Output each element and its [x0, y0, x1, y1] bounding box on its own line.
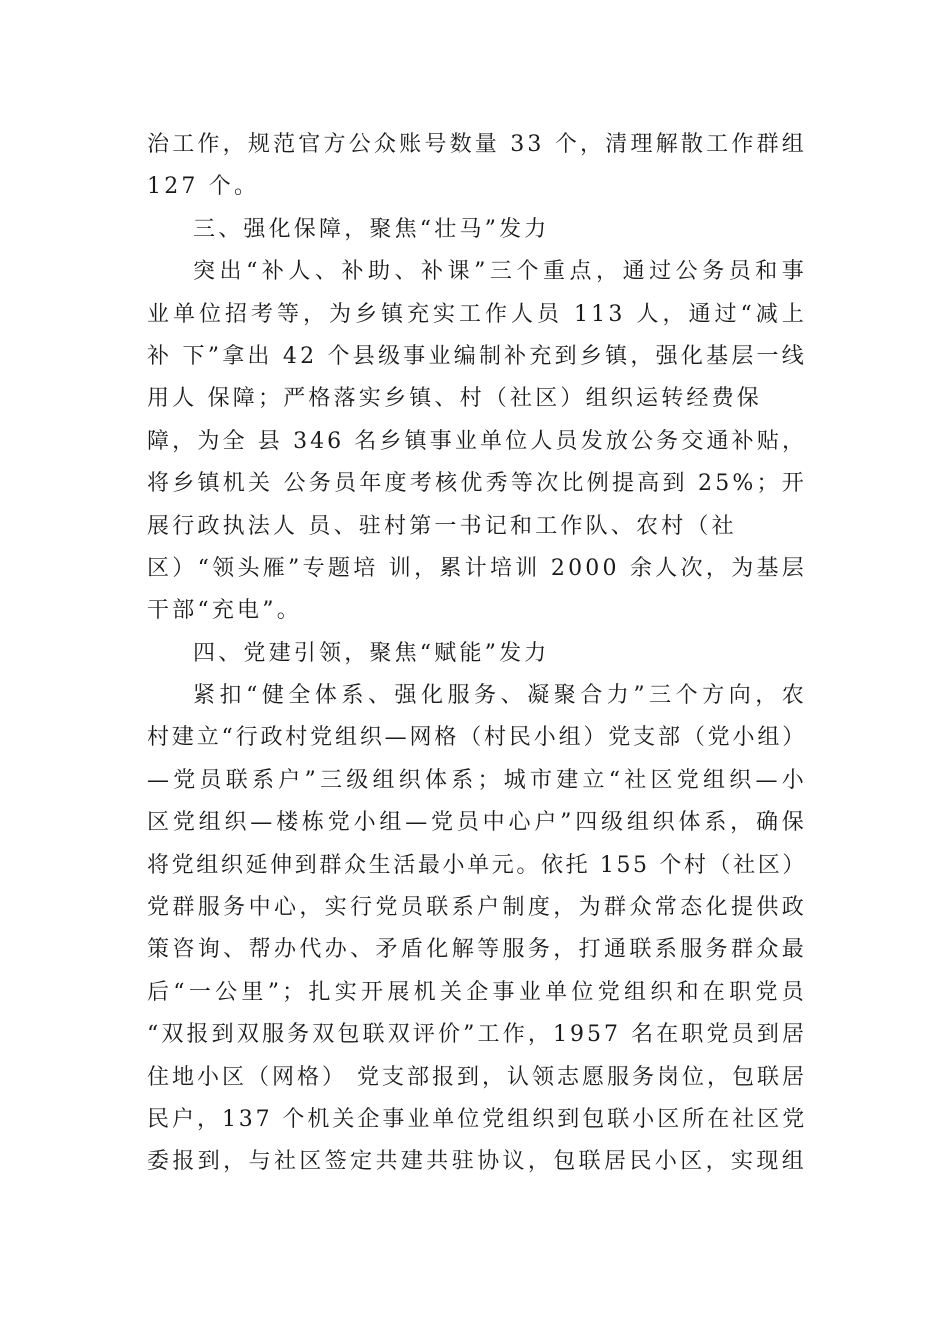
paragraph-line: 127 个。: [147, 174, 260, 200]
paragraph-line: 补 下”拿出 42 个县级事业编制补充到乡镇，强化基层一线: [147, 343, 807, 369]
paragraph-line: 村建立“行政村党组织—网格（村民小组）党支部（党小组）: [147, 725, 807, 751]
paragraph-line: 紧扣“健全体系、强化服务、凝聚合力”三个方向，农: [193, 683, 807, 709]
document-body: [147, 124, 807, 1184]
paragraph-line: 策咨询、帮办代办、矛盾化解等服务，打通联系服务群众最: [147, 937, 807, 963]
paragraph-line: —党员联系户”三级组织体系；城市建立“社区党组织—小: [147, 767, 807, 793]
paragraph-line: 区党组织—楼栋党小组—党员中心户”四级组织体系，确保: [147, 810, 807, 836]
paragraph-line: 将党组织延伸到群众生活最小单元。依托 155 个村（社区）: [147, 852, 807, 878]
paragraph-line: 将乡镇机关 公务员年度考核优秀等次比例提高到 25%；开: [147, 471, 807, 497]
paragraph-line: 干部“充电”。: [147, 598, 302, 624]
paragraph-line: 治工作，规范官方公众账号数量 33 个，清理解散工作群组: [147, 132, 807, 157]
paragraph-line: 民户，137 个机关企事业单位党组织到包联小区所在社区党: [147, 1106, 807, 1132]
section-heading: 四、党建引领，聚焦“赋能”发力: [193, 640, 550, 666]
paragraph-line: 住地小区（网格） 党支部报到，认领志愿服务岗位，包联居: [147, 1064, 807, 1090]
paragraph-line: 区）“领头雁”专题培 训，累计培训 2000 余人次，为基层: [147, 555, 807, 581]
paragraph-line: 业单位招考等，为乡镇充实工作人员 113 人，通过“减上: [147, 301, 807, 327]
paragraph-line: 党群服务中心，实行党员联系户制度，为群众常态化提供政: [147, 895, 807, 921]
paragraph-line: 展行政执法人 员、驻村第一书记和工作队、农村（社: [147, 513, 737, 539]
paragraph-line: 障，为全 县 346 名乡镇事业单位人员发放公务交通补贴，: [147, 428, 807, 454]
paragraph-line: 后“一公里”；扎实开展机关企事业单位党组织和在职党员: [147, 979, 807, 1005]
paragraph-line: “双报到双服务双包联双评价”工作，1957 名在职党员到居: [147, 1022, 807, 1048]
paragraph-line: 突出“补人、补助、补课”三个重点，通过公务员和事: [193, 259, 807, 285]
paragraph-line: 委报到，与社区签定共建共驻协议，包联居民小区，实现组: [147, 1149, 807, 1175]
paragraph-line: 用人 保障；严格落实乡镇、村（社区）组织运转经费保: [147, 386, 762, 412]
section-heading: 三、强化保障，聚焦“壮马”发力: [193, 216, 550, 242]
